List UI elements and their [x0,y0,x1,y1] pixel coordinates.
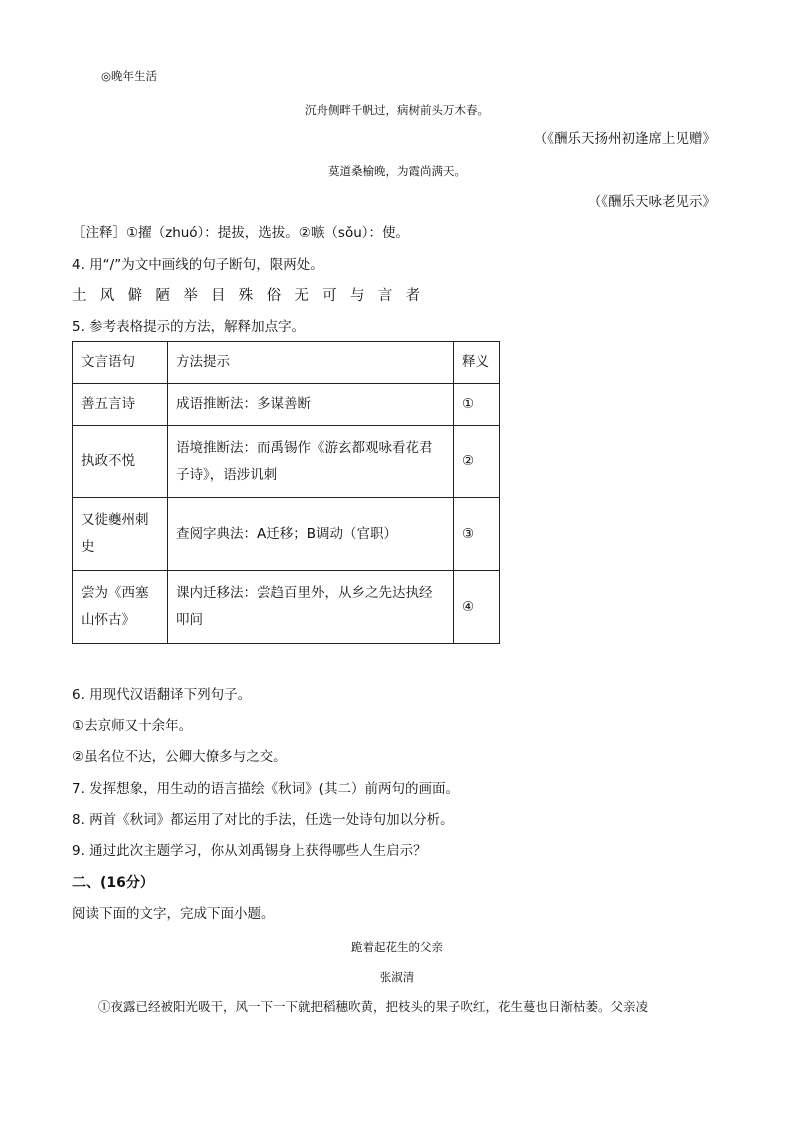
poem-source-1: （《酬乐天扬州初逢席上见赠》 [533,131,716,147]
section-2-instruction: 阅读下面的文字，完成下面小题。 [72,906,275,922]
table-cell-method: 课内迁移法：尝趋百里外，从乡之先达执经叩问 [168,571,454,644]
table-cell-meaning: ② [454,426,500,498]
article-paragraph-1: ①夜露已经被阳光吸干，风一下一下就把稻穗吹黄，把枝头的果子吹红，花生蔓也日渐枯萎。父亲凌 [98,999,649,1014]
poem-line-1: 沉舟侧畔千帆过，病树前头万木春。 [305,103,489,117]
sentence-char: 与 [349,288,365,304]
question-4-sentence [72,287,429,305]
table-cell-phrase: 尝为《西塞山怀古》 [73,571,168,644]
sentence-char: 俗 [266,288,282,304]
table-cell-method: 语境推断法：而禹锡作《游玄都观咏看花君子诗》，语涉讥刺 [168,426,454,498]
poem-subheading: ◎晚年生活 [101,69,158,83]
article-title: 跪着起花生的父亲 [351,940,443,954]
section-2-heading: 二、(16分） [72,875,154,891]
table-cell-phrase: 又徙夔州刺史 [73,498,168,571]
table-cell-phrase: 执政不悦 [73,426,168,498]
sentence-char: 无 [294,288,309,304]
table-cell-method: 查阅字典法：A迁移；B调动（官职） [168,498,454,571]
sentence-char: 风 [99,288,115,304]
question-4: 4. 用“/”为文中画线的句子断句，限两处。 [72,257,324,273]
table-header-cell: 方法提示 [168,342,454,384]
question-6-sentence-2: ②虽名位不达，公卿大僚多与之交。 [72,749,287,765]
sentence-char: 陋 [155,288,170,304]
table-header-row [73,342,500,384]
question-5: 5. 参考表格提示的方法，解释加点字。 [72,319,306,335]
annotation: ［注释］①擢（zhuó）：提拔，选拔。②嗾（sǒu）：使。 [72,225,410,241]
sentence-char: 殊 [238,288,254,304]
table-cell-meaning: ① [454,384,500,426]
sentence-char: 僻 [127,288,143,304]
table-cell-phrase: 善五言诗 [73,384,168,426]
table-cell-method: 成语推断法：多谋善断 [168,384,454,426]
sentence-char: 土 [72,288,87,304]
table-header-cell: 释义 [454,342,500,384]
poem-source-2: （《酬乐天咏老见示》 [587,194,716,210]
poem-line-2: 莫道桑榆晚，为霞尚满天。 [328,164,466,178]
sentence-char: 者 [405,288,421,304]
article-author: 张淑清 [379,970,415,984]
table-cell-meaning: ④ [454,571,500,644]
sentence-char: 可 [322,288,337,304]
sentence-char: 目 [210,288,226,304]
question-9: 9. 通过此次主题学习，你从刘禹锡身上获得哪些人生启示？ [72,843,427,859]
sentence-char: 举 [183,288,198,304]
question-7: 7. 发挥想象，用生动的语言描绘《秋词》(其二）前两句的画面。 [72,781,459,797]
methods-table [72,341,500,644]
question-8: 8. 两首《秋词》都运用了对比的手法，任选一处诗句加以分析。 [72,812,454,828]
table-row [73,384,500,426]
table-header-cell: 文言语句 [73,342,168,384]
sentence-char: 言 [377,288,393,304]
question-6-sentence-1: ①去京师又十余年。 [72,718,193,734]
table-cell-meaning: ③ [454,498,500,571]
question-6: 6. 用现代汉语翻译下列句子。 [72,687,252,703]
table-row [73,498,500,571]
table-row [73,426,500,498]
table-row [73,571,500,644]
